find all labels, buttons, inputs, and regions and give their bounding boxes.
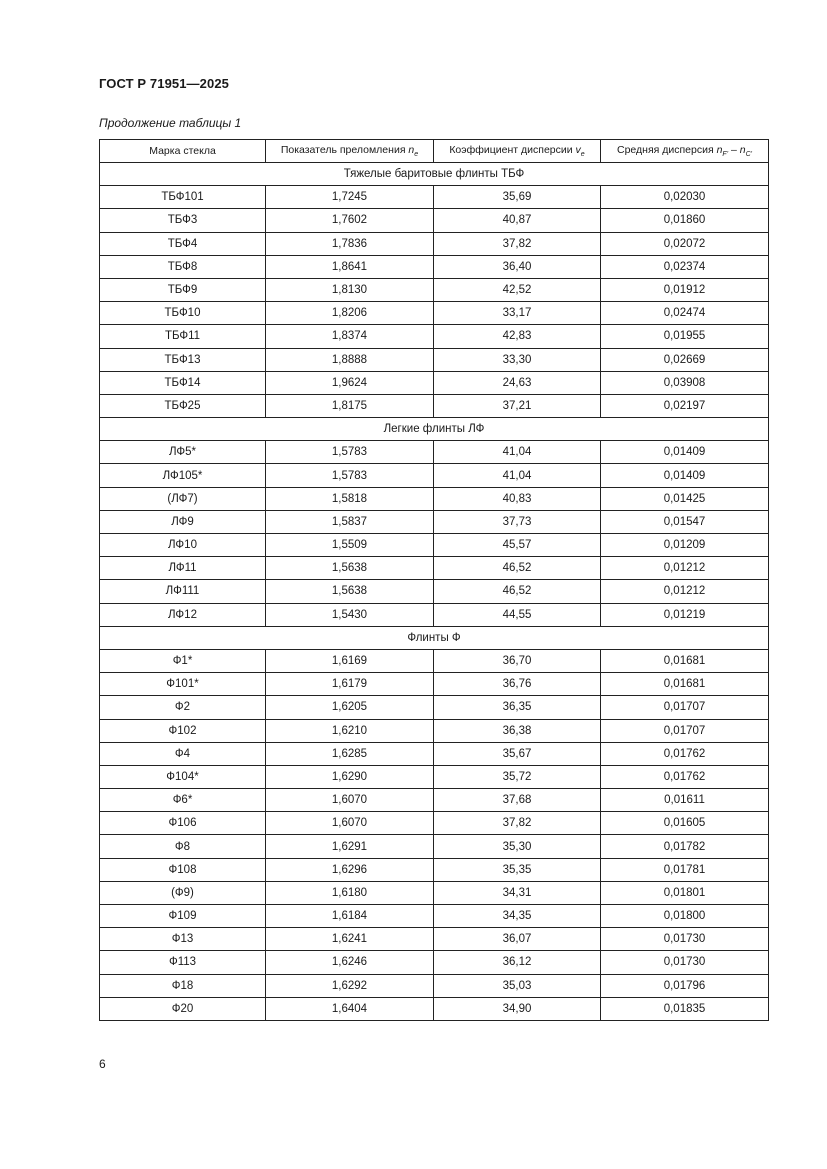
cell-dispersion-coefficient: 35,35 (434, 858, 601, 881)
table-row (100, 835, 769, 858)
table-row (100, 997, 769, 1020)
cell-mean-dispersion: 0,01730 (601, 951, 769, 974)
cell-refraction: 1,6291 (266, 835, 434, 858)
cell-grade: ТБФ14 (100, 371, 266, 394)
cell-mean-dispersion: 0,01605 (601, 812, 769, 835)
cell-grade: ТБФ9 (100, 278, 266, 301)
cell-mean-dispersion: 0,01912 (601, 278, 769, 301)
table-row (100, 858, 769, 881)
cell-grade: Ф4 (100, 742, 266, 765)
cell-grade: Ф106 (100, 812, 266, 835)
cell-dispersion-coefficient: 35,69 (434, 186, 601, 209)
cell-mean-dispersion: 0,01835 (601, 997, 769, 1020)
cell-refraction: 1,5837 (266, 510, 434, 533)
cell-refraction: 1,6169 (266, 649, 434, 672)
cell-mean-dispersion: 0,01547 (601, 510, 769, 533)
table-row (100, 719, 769, 742)
cell-mean-dispersion: 0,02030 (601, 186, 769, 209)
cell-mean-dispersion: 0,01782 (601, 835, 769, 858)
cell-grade: Ф18 (100, 974, 266, 997)
cell-refraction: 1,6404 (266, 997, 434, 1020)
cell-mean-dispersion: 0,01801 (601, 881, 769, 904)
column-header-grade: Марка стекла (100, 140, 266, 163)
cell-refraction: 1,6290 (266, 765, 434, 788)
table-row (100, 951, 769, 974)
cell-dispersion-coefficient: 36,12 (434, 951, 601, 974)
cell-dispersion-coefficient: 45,57 (434, 534, 601, 557)
cell-mean-dispersion: 0,03908 (601, 371, 769, 394)
column-header-mean-dispersion: Средняя дисперсия $n_{F'} - n_{C'}$ (601, 140, 769, 163)
cell-grade: Ф101* (100, 673, 266, 696)
table-row (100, 464, 769, 487)
table-row (100, 371, 769, 394)
column-header-dispersion-coefficient: Коэффициент дисперсии $v_e$ (434, 140, 601, 163)
cell-grade: Ф109 (100, 905, 266, 928)
cell-dispersion-coefficient: 46,52 (434, 557, 601, 580)
cell-refraction: 1,6070 (266, 789, 434, 812)
cell-grade: Ф20 (100, 997, 266, 1020)
group-title: Легкие флинты ЛФ (100, 418, 769, 441)
table-row (100, 649, 769, 672)
cell-refraction: 1,8206 (266, 302, 434, 325)
cell-refraction: 1,6296 (266, 858, 434, 881)
cell-mean-dispersion: 0,01955 (601, 325, 769, 348)
table-row (100, 696, 769, 719)
cell-dispersion-coefficient: 37,82 (434, 812, 601, 835)
group-title: Тяжелые баритовые флинты ТБФ (100, 163, 769, 186)
cell-grade: Ф8 (100, 835, 266, 858)
cell-dispersion-coefficient: 36,76 (434, 673, 601, 696)
cell-mean-dispersion: 0,01212 (601, 580, 769, 603)
cell-mean-dispersion: 0,01425 (601, 487, 769, 510)
cell-dispersion-coefficient: 46,52 (434, 580, 601, 603)
table-row (100, 510, 769, 533)
cell-mean-dispersion: 0,01707 (601, 696, 769, 719)
group-header-row (100, 163, 769, 186)
cell-dispersion-coefficient: 35,72 (434, 765, 601, 788)
cell-grade: ЛФ9 (100, 510, 266, 533)
cell-mean-dispersion: 0,01800 (601, 905, 769, 928)
cell-grade: ТБФ3 (100, 209, 266, 232)
cell-refraction: 1,8641 (266, 255, 434, 278)
cell-refraction: 1,7836 (266, 232, 434, 255)
cell-dispersion-coefficient: 35,30 (434, 835, 601, 858)
table-row (100, 765, 769, 788)
table-row (100, 580, 769, 603)
cell-refraction: 1,6210 (266, 719, 434, 742)
table-row (100, 348, 769, 371)
table-row (100, 673, 769, 696)
cell-mean-dispersion: 0,02669 (601, 348, 769, 371)
cell-grade: Ф13 (100, 928, 266, 951)
glass-properties-table (99, 139, 769, 1021)
cell-mean-dispersion: 0,01209 (601, 534, 769, 557)
cell-grade: (ЛФ7) (100, 487, 266, 510)
table-row (100, 928, 769, 951)
cell-grade: Ф1* (100, 649, 266, 672)
cell-dispersion-coefficient: 36,70 (434, 649, 601, 672)
cell-mean-dispersion: 0,01860 (601, 209, 769, 232)
table-row (100, 209, 769, 232)
cell-dispersion-coefficient: 44,55 (434, 603, 601, 626)
cell-refraction: 1,5638 (266, 557, 434, 580)
cell-dispersion-coefficient: 41,04 (434, 464, 601, 487)
cell-dispersion-coefficient: 41,04 (434, 441, 601, 464)
cell-grade: Ф6* (100, 789, 266, 812)
cell-mean-dispersion: 0,01681 (601, 673, 769, 696)
table-caption: Продолжение таблицы 1 (99, 116, 242, 130)
cell-dispersion-coefficient: 36,35 (434, 696, 601, 719)
table-row (100, 441, 769, 464)
cell-dispersion-coefficient: 37,68 (434, 789, 601, 812)
cell-refraction: 1,6070 (266, 812, 434, 835)
cell-mean-dispersion: 0,01730 (601, 928, 769, 951)
cell-grade: Ф2 (100, 696, 266, 719)
cell-mean-dispersion: 0,01409 (601, 464, 769, 487)
table-row (100, 186, 769, 209)
table-row (100, 232, 769, 255)
cell-grade: ЛФ10 (100, 534, 266, 557)
cell-dispersion-coefficient: 42,83 (434, 325, 601, 348)
table-row (100, 789, 769, 812)
group-header-row (100, 626, 769, 649)
cell-refraction: 1,7245 (266, 186, 434, 209)
table-row (100, 394, 769, 417)
table-row (100, 603, 769, 626)
document-code: ГОСТ Р 71951—2025 (99, 76, 229, 91)
cell-grade: ТБФ25 (100, 394, 266, 417)
table-row (100, 302, 769, 325)
cell-mean-dispersion: 0,02374 (601, 255, 769, 278)
cell-mean-dispersion: 0,01681 (601, 649, 769, 672)
cell-refraction: 1,5638 (266, 580, 434, 603)
group-header-row (100, 418, 769, 441)
cell-grade: ТБФ10 (100, 302, 266, 325)
cell-refraction: 1,5430 (266, 603, 434, 626)
cell-dispersion-coefficient: 33,30 (434, 348, 601, 371)
cell-refraction: 1,6285 (266, 742, 434, 765)
cell-refraction: 1,8888 (266, 348, 434, 371)
cell-refraction: 1,6292 (266, 974, 434, 997)
cell-dispersion-coefficient: 42,52 (434, 278, 601, 301)
cell-dispersion-coefficient: 35,03 (434, 974, 601, 997)
cell-grade: ЛФ12 (100, 603, 266, 626)
cell-dispersion-coefficient: 40,87 (434, 209, 601, 232)
cell-grade: ТБФ8 (100, 255, 266, 278)
cell-mean-dispersion: 0,02197 (601, 394, 769, 417)
cell-dispersion-coefficient: 24,63 (434, 371, 601, 394)
cell-refraction: 1,5509 (266, 534, 434, 557)
cell-mean-dispersion: 0,01212 (601, 557, 769, 580)
cell-grade: ЛФ111 (100, 580, 266, 603)
cell-mean-dispersion: 0,01611 (601, 789, 769, 812)
cell-mean-dispersion: 0,01707 (601, 719, 769, 742)
cell-dispersion-coefficient: 36,07 (434, 928, 601, 951)
cell-grade: Ф113 (100, 951, 266, 974)
cell-refraction: 1,8130 (266, 278, 434, 301)
cell-grade: ЛФ105* (100, 464, 266, 487)
cell-dispersion-coefficient: 37,82 (434, 232, 601, 255)
table-header-row (100, 140, 769, 163)
column-header-refraction: Показатель преломления $n_e$ (266, 140, 434, 163)
cell-refraction: 1,5783 (266, 441, 434, 464)
table-row (100, 325, 769, 348)
cell-mean-dispersion: 0,01762 (601, 765, 769, 788)
cell-mean-dispersion: 0,01409 (601, 441, 769, 464)
table-row (100, 278, 769, 301)
table-row (100, 881, 769, 904)
cell-refraction: 1,6180 (266, 881, 434, 904)
table-row (100, 742, 769, 765)
cell-refraction: 1,6246 (266, 951, 434, 974)
cell-mean-dispersion: 0,02474 (601, 302, 769, 325)
cell-dispersion-coefficient: 37,21 (434, 394, 601, 417)
cell-dispersion-coefficient: 40,83 (434, 487, 601, 510)
cell-refraction: 1,6179 (266, 673, 434, 696)
cell-mean-dispersion: 0,01762 (601, 742, 769, 765)
cell-mean-dispersion: 0,02072 (601, 232, 769, 255)
cell-refraction: 1,8374 (266, 325, 434, 348)
table-row (100, 534, 769, 557)
cell-dispersion-coefficient: 34,31 (434, 881, 601, 904)
cell-refraction: 1,7602 (266, 209, 434, 232)
group-title: Флинты Ф (100, 626, 769, 649)
cell-refraction: 1,5783 (266, 464, 434, 487)
cell-grade: Ф108 (100, 858, 266, 881)
cell-refraction: 1,9624 (266, 371, 434, 394)
page-number: 6 (99, 1057, 106, 1071)
table-row (100, 557, 769, 580)
table-row (100, 255, 769, 278)
cell-dispersion-coefficient: 34,90 (434, 997, 601, 1020)
cell-refraction: 1,8175 (266, 394, 434, 417)
cell-grade: ТБФ4 (100, 232, 266, 255)
table-body (100, 163, 769, 1021)
cell-dispersion-coefficient: 36,38 (434, 719, 601, 742)
table-row (100, 487, 769, 510)
cell-grade: Ф104* (100, 765, 266, 788)
cell-refraction: 1,6241 (266, 928, 434, 951)
table-row (100, 905, 769, 928)
cell-dispersion-coefficient: 34,35 (434, 905, 601, 928)
cell-refraction: 1,6184 (266, 905, 434, 928)
cell-mean-dispersion: 0,01796 (601, 974, 769, 997)
cell-mean-dispersion: 0,01781 (601, 858, 769, 881)
cell-mean-dispersion: 0,01219 (601, 603, 769, 626)
cell-grade: ЛФ5* (100, 441, 266, 464)
cell-grade: Ф102 (100, 719, 266, 742)
cell-refraction: 1,5818 (266, 487, 434, 510)
cell-dispersion-coefficient: 35,67 (434, 742, 601, 765)
table-row (100, 974, 769, 997)
table-row (100, 812, 769, 835)
cell-grade: ЛФ11 (100, 557, 266, 580)
cell-dispersion-coefficient: 37,73 (434, 510, 601, 533)
cell-grade: (Ф9) (100, 881, 266, 904)
cell-dispersion-coefficient: 36,40 (434, 255, 601, 278)
cell-refraction: 1,6205 (266, 696, 434, 719)
cell-dispersion-coefficient: 33,17 (434, 302, 601, 325)
cell-grade: ТБФ13 (100, 348, 266, 371)
cell-grade: ТБФ11 (100, 325, 266, 348)
cell-grade: ТБФ101 (100, 186, 266, 209)
